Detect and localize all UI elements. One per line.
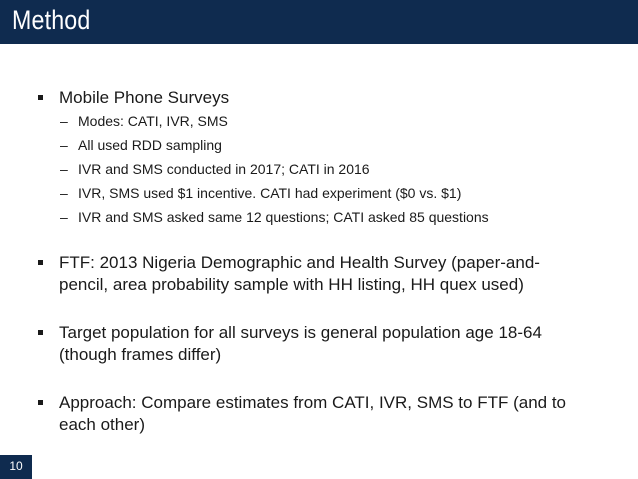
dash-icon: – [60,113,68,129]
dash-icon: – [60,209,68,225]
sub-bullet-text: Modes: CATI, IVR, SMS [78,113,228,129]
square-bullet-icon [38,330,43,335]
page-number: 10 [9,459,23,473]
slide-title: Method [12,5,91,35]
bullet-line: Approach: Compare estimates from CATI, IVR, SMS to FTF (and to [59,393,567,412]
bullet-line: FTF: 2013 Nigeria Demographic and Health Survey (paper-and- [59,253,540,272]
bullet-text: Mobile Phone Surveys [59,88,230,107]
dash-icon: – [60,185,68,201]
sub-bullet-text: All used RDD sampling [78,137,222,153]
dash-icon: – [60,161,68,177]
bullet-text [59,322,619,366]
sub-bullet-text: IVR, SMS used $1 incentive. CATI had experiment ($0 vs. $1) [78,185,462,201]
sub-bullet-text: IVR and SMS conducted in 2017; CATI in 2016 [78,161,370,177]
bullet-line: pencil, area probability sample with HH listing, HH quex used) [59,275,524,294]
bullet-line: (though frames differ) [59,345,222,364]
bullet-text [59,252,619,296]
bullet-text [59,392,619,436]
square-bullet-icon [38,95,43,100]
bullet-line: each other) [59,415,145,434]
square-bullet-icon [38,400,43,405]
page-number-box [0,455,32,479]
square-bullet-icon [38,260,43,265]
sub-bullet-text: IVR and SMS asked same 12 questions; CATI asked 85 questions [78,209,489,225]
bullet-line: Target population for all surveys is general population age 18-64 [59,323,542,342]
dash-icon: – [60,137,68,153]
